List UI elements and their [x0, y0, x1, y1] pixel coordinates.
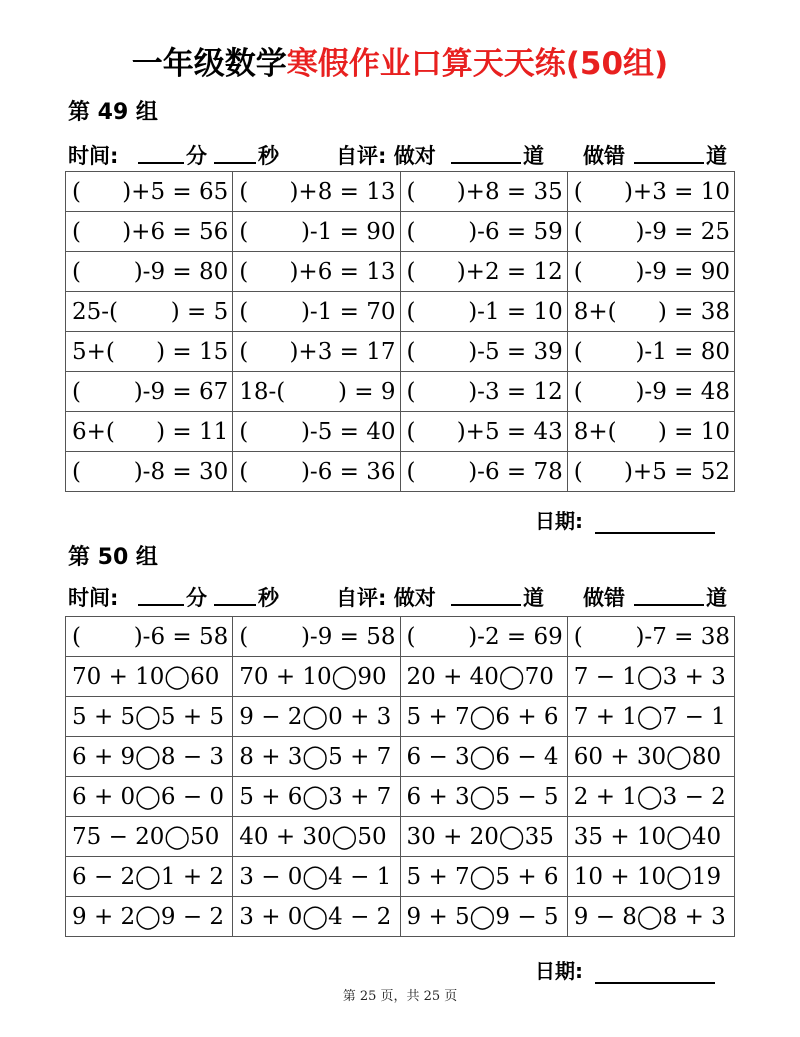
- date-label: 日期:: [535, 509, 583, 533]
- problem-cell[interactable]: [66, 212, 233, 252]
- problem-cell[interactable]: [233, 252, 400, 292]
- problem-part-right: )+5 = 43: [456, 418, 563, 445]
- problem-part-left: 20 + 40◯70: [406, 663, 554, 690]
- problem-part-left: (: [72, 458, 81, 485]
- problem-part-left: (: [72, 178, 81, 205]
- problem-part-left: (: [573, 178, 583, 205]
- table-row: [66, 412, 735, 452]
- table-row: [66, 617, 735, 657]
- second-label: 秒: [258, 144, 279, 168]
- problem-cell[interactable]: [233, 817, 400, 857]
- problem-part-left: (: [239, 258, 249, 285]
- wrong-dao-label: 道: [706, 586, 727, 610]
- problem-cell[interactable]: [400, 897, 567, 937]
- problem-cell[interactable]: [66, 657, 233, 697]
- problem-part-right: )+3 = 10: [623, 178, 730, 205]
- problem-cell[interactable]: [66, 897, 233, 937]
- problem-part-left: 7 − 1◯3 + 3: [573, 663, 726, 690]
- problem-part-right: ) = 5: [170, 298, 229, 325]
- date-blank[interactable]: [595, 512, 715, 534]
- problem-cell[interactable]: [567, 777, 734, 817]
- problem-cell[interactable]: [567, 412, 734, 452]
- problem-part-left: 9 − 8◯8 + 3: [573, 903, 726, 930]
- problem-cell[interactable]: [567, 292, 734, 332]
- table-row: [66, 252, 735, 292]
- problem-part-left: 9 + 2◯9 − 2: [72, 903, 225, 930]
- problem-cell[interactable]: [233, 697, 400, 737]
- problem-part-left: (: [239, 298, 249, 325]
- problem-part-left: (: [239, 623, 249, 650]
- problem-part-right: )-1 = 80: [635, 338, 730, 365]
- problem-part-left: 3 + 0◯4 − 2: [239, 903, 392, 930]
- problem-cell[interactable]: [233, 212, 400, 252]
- problem-part-left: 5 + 5◯5 + 5: [72, 703, 225, 730]
- problem-cell[interactable]: [66, 172, 233, 212]
- problem-part-left: (: [406, 218, 416, 245]
- problem-part-right: )-5 = 39: [468, 338, 563, 365]
- problem-part-right: )+8 = 13: [289, 178, 396, 205]
- page-footer: 第 25 页，共 25 页: [342, 989, 458, 1004]
- problem-cell[interactable]: [233, 172, 400, 212]
- problem-part-left: 70 + 10◯90: [239, 663, 387, 690]
- problem-part-left: 6 + 3◯5 − 5: [406, 783, 559, 810]
- problem-part-left: 5+(: [72, 338, 115, 365]
- problem-part-left: (: [406, 378, 416, 405]
- problem-cell[interactable]: [567, 332, 734, 372]
- problem-cell[interactable]: [567, 857, 734, 897]
- problem-part-right: ) = 9: [338, 378, 396, 405]
- problem-cell[interactable]: [233, 857, 400, 897]
- table-row: [66, 857, 735, 897]
- group-50-table: [65, 616, 735, 937]
- problem-part-left: (: [72, 623, 81, 650]
- title-red: 寒假作业口算天天练(50组): [286, 46, 669, 82]
- problem-cell[interactable]: [567, 212, 734, 252]
- group-50-time-row: [68, 582, 733, 612]
- problem-part-left: (: [72, 258, 81, 285]
- problem-cell[interactable]: [66, 857, 233, 897]
- problem-part-left: 75 − 20◯50: [72, 823, 220, 850]
- group-49-date-row: [535, 505, 715, 534]
- problem-part-right: )-6 = 78: [468, 458, 563, 485]
- problem-part-right: )-6 = 36: [300, 458, 396, 485]
- problem-part-left: (: [406, 418, 416, 445]
- correct-dao-label: 道: [523, 144, 544, 168]
- problem-part-right: )+5 = 65: [122, 178, 229, 205]
- table-row: [66, 657, 735, 697]
- wrong-dao-label: 道: [706, 144, 727, 168]
- problem-part-left: 18-(: [239, 378, 286, 405]
- problem-part-left: 6+(: [72, 418, 115, 445]
- problem-part-right: )-9 = 25: [635, 218, 730, 245]
- problem-part-left: (: [573, 458, 583, 485]
- second-label: 秒: [258, 586, 279, 610]
- problem-cell[interactable]: [400, 857, 567, 897]
- problem-part-left: (: [239, 218, 249, 245]
- group-49-label: 第 49 组: [68, 100, 158, 125]
- problem-part-left: (: [573, 258, 583, 285]
- problem-part-left: 3 − 0◯4 − 1: [239, 863, 392, 890]
- time-label: 时间:: [68, 144, 119, 168]
- problem-part-left: 8 + 3◯5 + 7: [239, 743, 392, 770]
- problem-cell[interactable]: [567, 452, 734, 492]
- problem-part-left: 5 + 6◯3 + 7: [239, 783, 392, 810]
- problem-cell[interactable]: [400, 697, 567, 737]
- problem-cell[interactable]: [233, 292, 400, 332]
- problem-part-left: 7 + 1◯7 − 1: [573, 703, 726, 730]
- problem-part-left: (: [573, 218, 583, 245]
- problem-cell[interactable]: [400, 172, 567, 212]
- problem-part-right: ) = 38: [657, 298, 730, 325]
- problem-cell[interactable]: [567, 372, 734, 412]
- problem-part-left: (: [406, 178, 416, 205]
- problem-part-left: 8+(: [573, 298, 617, 325]
- date-blank[interactable]: [595, 962, 715, 984]
- problem-cell[interactable]: [233, 452, 400, 492]
- problem-part-right: )-6 = 59: [468, 218, 563, 245]
- table-row: [66, 777, 735, 817]
- problem-part-left: (: [239, 458, 249, 485]
- problem-cell[interactable]: [66, 452, 233, 492]
- problem-cell[interactable]: [400, 817, 567, 857]
- group-49-time-row: [68, 140, 733, 170]
- problem-part-right: )+6 = 13: [289, 258, 396, 285]
- group-49-table: [65, 171, 735, 492]
- title-black: 一年级数学: [131, 46, 287, 82]
- problem-part-right: )-8 = 30: [133, 458, 229, 485]
- problem-cell[interactable]: [567, 817, 734, 857]
- problem-part-right: )-9 = 90: [635, 258, 730, 285]
- problem-part-left: 6 − 2◯1 + 2: [72, 863, 225, 890]
- problem-cell[interactable]: [567, 657, 734, 697]
- wrong-label: 做错: [583, 144, 625, 168]
- problem-cell[interactable]: [66, 617, 233, 657]
- problem-part-left: (: [72, 218, 81, 245]
- problem-part-left: 60 + 30◯80: [573, 743, 722, 770]
- problem-part-left: 30 + 20◯35: [406, 823, 554, 850]
- problem-part-left: 2 + 1◯3 − 2: [573, 783, 726, 810]
- problem-part-left: 10 + 10◯19: [573, 863, 722, 890]
- page-title: [0, 38, 800, 83]
- table-row: [66, 212, 735, 252]
- problem-cell[interactable]: [66, 372, 233, 412]
- problem-part-right: ) = 11: [156, 418, 229, 445]
- date-label: 日期:: [535, 959, 583, 983]
- problem-cell[interactable]: [400, 617, 567, 657]
- problem-cell[interactable]: [233, 897, 400, 937]
- problem-cell[interactable]: [66, 252, 233, 292]
- problem-part-right: )+2 = 12: [456, 258, 563, 285]
- problem-part-right: ) = 10: [657, 418, 730, 445]
- problem-part-left: 8+(: [573, 418, 617, 445]
- problem-part-right: )-1 = 70: [300, 298, 396, 325]
- table-row: [66, 897, 735, 937]
- problem-part-left: (: [406, 623, 416, 650]
- time-label: 时间:: [68, 586, 119, 610]
- problem-part-right: )+6 = 56: [122, 218, 229, 245]
- problem-part-left: 6 + 9◯8 − 3: [72, 743, 225, 770]
- problem-cell[interactable]: [400, 412, 567, 452]
- problem-cell[interactable]: [233, 657, 400, 697]
- table-row: [66, 172, 735, 212]
- problem-cell[interactable]: [400, 252, 567, 292]
- group-50-date-row: [535, 955, 715, 984]
- problem-part-left: (: [239, 338, 249, 365]
- problem-part-left: (: [406, 458, 416, 485]
- self-eval-label: 自评: 做对: [336, 144, 436, 168]
- group-50-label: 第 50 组: [68, 545, 158, 570]
- minute-label: 分: [186, 586, 207, 610]
- problem-part-right: )-9 = 80: [133, 258, 229, 285]
- problem-cell[interactable]: [400, 657, 567, 697]
- problem-part-right: )-6 = 58: [133, 623, 229, 650]
- problem-part-left: 70 + 10◯60: [72, 663, 220, 690]
- problem-part-left: (: [573, 623, 583, 650]
- problem-part-left: (: [72, 378, 81, 405]
- problem-part-left: 25-(: [72, 298, 119, 325]
- problem-part-left: 40 + 30◯50: [239, 823, 387, 850]
- problem-part-right: )-9 = 48: [635, 378, 730, 405]
- problem-part-right: )-9 = 67: [133, 378, 229, 405]
- wrong-label: 做错: [583, 586, 625, 610]
- table-row: [66, 697, 735, 737]
- table-row: [66, 332, 735, 372]
- problem-part-left: 9 + 5◯9 − 5: [406, 903, 559, 930]
- problem-cell[interactable]: [400, 777, 567, 817]
- problem-cell[interactable]: [400, 372, 567, 412]
- correct-dao-label: 道: [523, 586, 544, 610]
- problem-cell[interactable]: [567, 897, 734, 937]
- problem-cell[interactable]: [66, 697, 233, 737]
- problem-cell[interactable]: [400, 212, 567, 252]
- problem-part-right: )-1 = 90: [300, 218, 396, 245]
- problem-part-right: )+5 = 52: [623, 458, 730, 485]
- problem-cell[interactable]: [233, 777, 400, 817]
- problem-part-right: )-7 = 38: [635, 623, 730, 650]
- problem-cell[interactable]: [567, 172, 734, 212]
- problem-part-right: )-3 = 12: [468, 378, 563, 405]
- problem-cell[interactable]: [567, 737, 734, 777]
- problem-cell[interactable]: [400, 452, 567, 492]
- problem-part-right: )+3 = 17: [289, 338, 396, 365]
- problem-cell[interactable]: [233, 737, 400, 777]
- table-row: [66, 452, 735, 492]
- problem-part-left: 5 + 7◯5 + 6: [406, 863, 559, 890]
- problem-cell[interactable]: [400, 292, 567, 332]
- problem-cell[interactable]: [66, 332, 233, 372]
- problem-cell[interactable]: [233, 412, 400, 452]
- table-row: [66, 372, 735, 412]
- table-row: [66, 292, 735, 332]
- problem-cell[interactable]: [66, 412, 233, 452]
- problem-part-right: ) = 15: [156, 338, 229, 365]
- problem-part-left: (: [406, 298, 416, 325]
- problem-part-right: )-2 = 69: [468, 623, 563, 650]
- problem-part-left: (: [406, 258, 416, 285]
- problem-part-right: )+8 = 35: [456, 178, 563, 205]
- problem-cell[interactable]: [400, 737, 567, 777]
- problem-cell[interactable]: [233, 332, 400, 372]
- problem-cell[interactable]: [567, 252, 734, 292]
- problem-part-left: 6 + 0◯6 − 0: [72, 783, 225, 810]
- problem-cell[interactable]: [567, 617, 734, 657]
- problem-cell[interactable]: [66, 777, 233, 817]
- problem-cell[interactable]: [233, 372, 400, 412]
- problem-cell[interactable]: [66, 737, 233, 777]
- problem-part-left: 5 + 7◯6 + 6: [406, 703, 559, 730]
- problem-part-left: (: [239, 418, 249, 445]
- problem-cell[interactable]: [66, 817, 233, 857]
- problem-part-left: 6 − 3◯6 − 4: [406, 743, 559, 770]
- problem-cell[interactable]: [66, 292, 233, 332]
- problem-part-left: (: [239, 178, 249, 205]
- problem-cell[interactable]: [567, 697, 734, 737]
- problem-part-left: 35 + 10◯40: [573, 823, 722, 850]
- self-eval-label: 自评: 做对: [336, 586, 436, 610]
- table-row: [66, 817, 735, 857]
- table-row: [66, 737, 735, 777]
- problem-part-left: 9 − 2◯0 + 3: [239, 703, 392, 730]
- problem-part-left: (: [406, 338, 416, 365]
- problem-part-left: (: [573, 338, 583, 365]
- problem-part-right: )-1 = 10: [468, 298, 563, 325]
- problem-part-right: )-5 = 40: [300, 418, 396, 445]
- problem-cell[interactable]: [233, 617, 400, 657]
- minute-label: 分: [186, 144, 207, 168]
- problem-part-right: )-9 = 58: [300, 623, 396, 650]
- problem-part-left: (: [573, 378, 583, 405]
- problem-cell[interactable]: [400, 332, 567, 372]
